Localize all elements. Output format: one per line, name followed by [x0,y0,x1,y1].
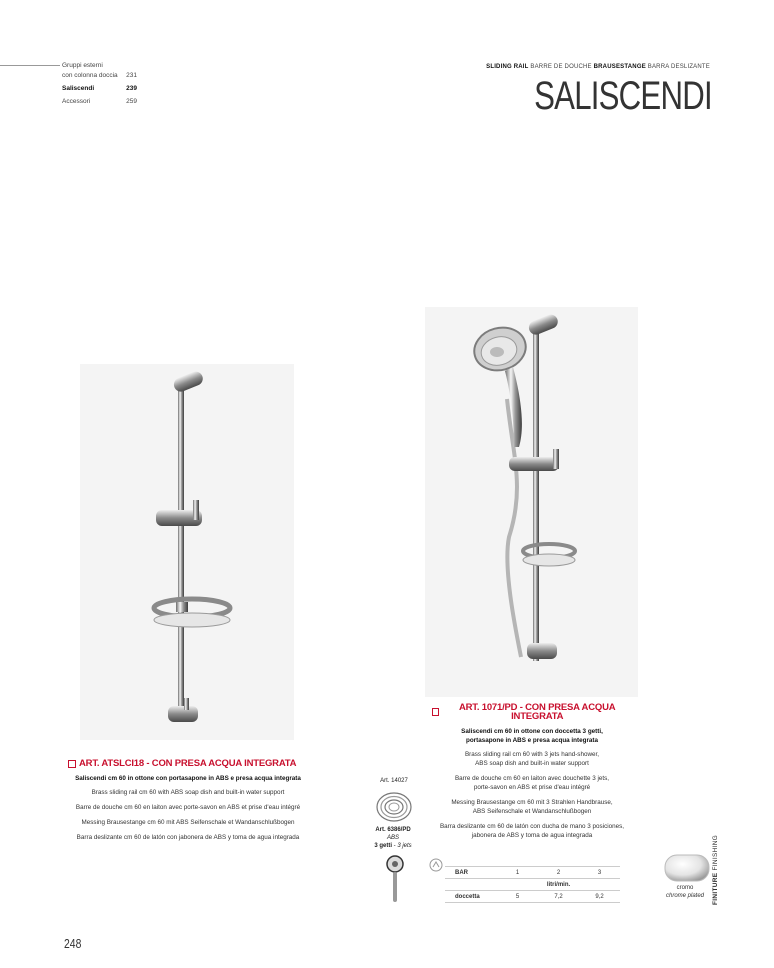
select-checkbox[interactable] [432,708,439,716]
description-es: Barra deslizante cm 60 de latón con ducha de mano 3 posiciones, jabonera de ABS y toma de agua integrada [439,823,625,839]
sliding-rail-illustration [80,364,294,740]
flow-rate-table [445,866,620,903]
product-title: ART. ATSLCI18 - CON PRESA ACQUA INTEGRATA [68,759,308,768]
index-item-active[interactable]: Saliscendi 239 [62,85,137,92]
description-fr: Barre de douche cm 60 en laiton avec douchette 3 jets, porte-savon en ABS et prise d'eau intégré [454,775,610,791]
description-de: Messing Brausestange cm 60 mit 3 Strahlen Handbrause, ABS Seifenschale et Wandanschlußbogen [451,799,613,815]
header-subtitle: SLIDING RAIL BARRE DE DOUCHE BRAUSESTANGE BARRA DESLIZANTE [486,64,710,70]
hand-shower-label: Art. 6386/PD ABS 3 getti - 3 jets [374,827,412,849]
hand-shower-icon [384,854,406,904]
sliding-rail-shower-illustration [425,307,638,697]
description-it: Saliscendi cm 60 in ottone con doccetta 3 getti, portasapone in ABS e presa acqua integrata [461,728,603,744]
index-item[interactable]: con colonna doccia 231 [62,72,137,79]
section-index [62,61,137,107]
finish-label: cromo chrome plated [665,885,705,899]
page-number: 248 [64,936,82,951]
description-fr: Barre de douche cm 60 en laiton avec porte-savon en ABS et prise d'eau intégré [75,804,301,811]
index-item[interactable]: Accessori 259 [62,98,137,105]
select-checkbox[interactable] [68,760,76,768]
index-rule [0,65,60,66]
page-title: SALISCENDI [534,74,712,118]
hose-icon [374,790,414,824]
table-row: BAR 1 2 3 [445,866,620,879]
table-row: litri/min. [445,879,620,891]
chrome-finish-swatch [662,852,712,884]
hose-art-label: Art. 14027 [380,778,408,784]
description-it: Saliscendi cm 60 in ottone con portasapone in ABS e presa acqua integrata [75,775,301,782]
finiture-label: FINITURE FINISHING [712,834,719,905]
description-es: Barra deslizante cm 60 de latón con jabonera de ABS y toma de agua integrada [76,834,300,841]
product-photo-atslci18 [80,364,294,740]
description-en: Brass sliding rail cm 60 with 3 jets hand-shower, ABS soap dish and built-in water support [464,751,600,767]
product-info-atslci18 [68,759,308,848]
product-photo-1071pd [425,307,638,697]
product-info-1071pd [432,703,632,846]
table-row: doccetta 5 7,2 9,2 [445,891,620,903]
description-de: Messing Brausestange cm 60 mit ABS Seifenschale et Wandanschlußbogen [81,819,295,826]
product-title: ART. 1071/PD - CON PRESA ACQUA INTEGRATA [432,703,632,721]
description-en: Brass sliding rail cm 60 with ABS soap dish and built-in water support [91,789,285,796]
flow-rate-icon [429,858,443,872]
index-item[interactable]: Gruppi esterni [62,62,103,69]
